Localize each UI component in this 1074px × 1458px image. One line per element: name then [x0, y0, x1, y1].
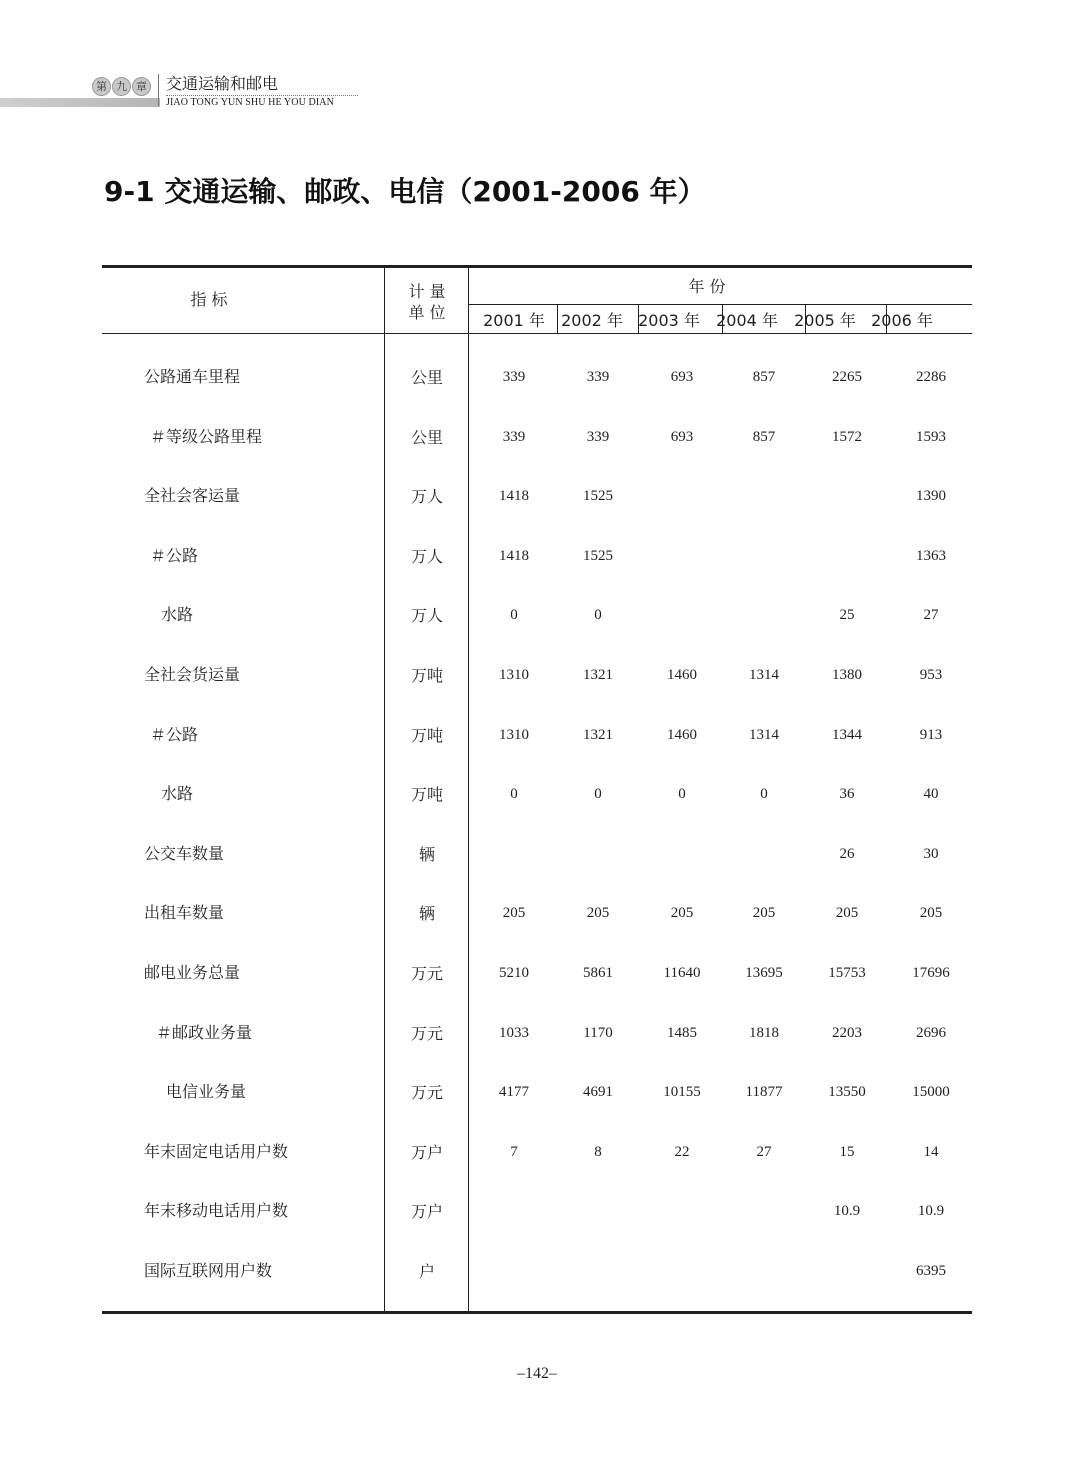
chapter-char: 章 — [132, 77, 151, 96]
row-unit: 万元 — [410, 964, 443, 983]
table-cell: 0 — [678, 786, 686, 802]
row-label: 电信业务量 — [166, 1082, 247, 1101]
table-cell: 30 — [923, 846, 939, 862]
table-cell: 1314 — [749, 667, 779, 683]
table-cell: 339 — [586, 429, 610, 445]
table-cell: 1418 — [499, 488, 529, 504]
row-unit: 万吨 — [410, 726, 443, 745]
table-cell: 205 — [752, 905, 776, 921]
row-unit: 万元 — [410, 1083, 443, 1102]
table-cell: 15753 — [828, 965, 866, 981]
header-unit-line2: 单 位 — [408, 303, 446, 322]
table-cell: 25 — [839, 607, 855, 623]
table-cell: 1460 — [667, 667, 697, 683]
row-label: 国际互联网用户数 — [144, 1261, 273, 1280]
table-bottom-rule — [102, 1311, 972, 1314]
row-label: ＃等级公路里程 — [150, 427, 263, 446]
table-cell: 10155 — [663, 1084, 701, 1100]
table-cell: 27 — [756, 1144, 772, 1160]
table-cell: 1363 — [916, 548, 946, 564]
table-cell: 6395 — [916, 1263, 946, 1279]
table-cell: 8 — [594, 1144, 602, 1160]
row-label: 水路 — [161, 784, 194, 803]
row-label: 出租车数量 — [144, 903, 225, 922]
row-label: 公路通车里程 — [144, 367, 241, 386]
row-label: 水路 — [161, 605, 194, 624]
table-cell: 1418 — [499, 548, 529, 564]
page-number: –142– — [517, 1365, 557, 1382]
table-cell: 22 — [674, 1144, 690, 1160]
row-unit: 万户 — [410, 1202, 443, 1221]
table-cell: 857 — [752, 369, 776, 385]
table-cell: 1390 — [916, 488, 946, 504]
row-unit: 户 — [418, 1262, 435, 1281]
table-cell: 857 — [752, 429, 776, 445]
header-year-group: 年 份 — [688, 277, 726, 296]
header-year: 2001 年 — [483, 311, 545, 330]
table-cell: 1321 — [583, 727, 613, 743]
table-cell: 1344 — [832, 727, 862, 743]
table-cell: 0 — [594, 786, 602, 802]
table-cell: 1033 — [499, 1025, 529, 1041]
table-cell: 1314 — [749, 727, 779, 743]
table-cell: 14 — [923, 1144, 939, 1160]
header-dotted-rule — [166, 95, 358, 96]
table-cell: 10.9 — [917, 1203, 945, 1219]
table-cell: 17696 — [912, 965, 950, 981]
table-cell: 205 — [502, 905, 526, 921]
table-cell: 40 — [923, 786, 939, 802]
row-label: 全社会货运量 — [144, 665, 241, 684]
table-cell: 13695 — [745, 965, 783, 981]
header-bottom-rule — [102, 333, 972, 334]
table-cell: 5861 — [583, 965, 613, 981]
table-cell: 0 — [510, 607, 518, 623]
table-cell: 2286 — [916, 369, 946, 385]
table-cell: 4177 — [499, 1084, 529, 1100]
row-label: 邮电业务总量 — [144, 963, 241, 982]
table-cell: 26 — [839, 846, 855, 862]
table-cell: 339 — [502, 369, 526, 385]
table-cell: 2696 — [916, 1025, 946, 1041]
table-cell: 1310 — [499, 727, 529, 743]
table-cell: 339 — [586, 369, 610, 385]
header-year: 2004 年 — [716, 311, 778, 330]
table-cell: 1460 — [667, 727, 697, 743]
table-cell: 913 — [919, 727, 943, 743]
row-label: 年末固定电话用户数 — [144, 1142, 289, 1161]
table-cell: 0 — [760, 786, 768, 802]
table-cell: 205 — [835, 905, 859, 921]
table-cell: 11640 — [663, 965, 701, 981]
table-cell: 1310 — [499, 667, 529, 683]
table-cell: 953 — [919, 667, 943, 683]
table-cell: 2265 — [832, 369, 862, 385]
table-cell: 205 — [586, 905, 610, 921]
row-unit: 公里 — [410, 428, 443, 447]
table-cell: 1525 — [583, 548, 613, 564]
table-cell: 1321 — [583, 667, 613, 683]
table-cell: 1170 — [583, 1025, 613, 1041]
row-label: 年末移动电话用户数 — [144, 1201, 289, 1220]
row-label: ＃公路 — [150, 546, 199, 565]
row-unit: 万人 — [410, 487, 443, 506]
table-cell: 4691 — [583, 1084, 613, 1100]
table-cell: 0 — [594, 607, 602, 623]
table-cell: 36 — [839, 786, 855, 802]
running-header-pinyin: JIAO TONG YUN SHU HE YOU DIAN — [166, 97, 334, 108]
table-cell: 13550 — [828, 1084, 866, 1100]
table-cell: 15000 — [912, 1084, 950, 1100]
row-unit: 公里 — [410, 368, 443, 387]
table-cell: 693 — [670, 429, 694, 445]
row-unit: 万人 — [410, 606, 443, 625]
page-title: 9-1 交通运输、邮政、电信（2001-2006 年） — [104, 175, 706, 208]
table-top-rule — [102, 265, 972, 268]
header-year: 2003 年 — [638, 311, 700, 330]
row-unit: 万人 — [410, 547, 443, 566]
table-cell: 1818 — [749, 1025, 779, 1041]
row-unit: 万元 — [410, 1024, 443, 1043]
table-cell: 1525 — [583, 488, 613, 504]
table-cell: 693 — [670, 369, 694, 385]
table-cell: 15 — [839, 1144, 855, 1160]
table-cell: 11877 — [745, 1084, 783, 1100]
table-cell: 0 — [510, 786, 518, 802]
header-unit-line1: 计 量 — [408, 282, 446, 301]
row-unit: 辆 — [418, 904, 435, 923]
table-cell: 1572 — [832, 429, 862, 445]
table-cell: 7 — [510, 1144, 518, 1160]
header-year: 2002 年 — [561, 311, 623, 330]
table-cell: 1593 — [916, 429, 946, 445]
running-header-title: 交通运输和邮电 — [166, 74, 279, 93]
row-unit: 万吨 — [410, 666, 443, 685]
header-year: 2006 年 — [871, 311, 933, 330]
header-divider — [158, 74, 159, 106]
chapter-char: 第 — [92, 77, 111, 96]
year-group-rule — [469, 304, 972, 305]
table-cell: 339 — [502, 429, 526, 445]
table-cell: 1380 — [832, 667, 862, 683]
row-label: ＃邮政业务量 — [156, 1023, 253, 1042]
row-label: ＃公路 — [150, 725, 199, 744]
header-indicator: 指 标 — [190, 290, 228, 309]
header-gray-bar — [0, 98, 160, 107]
table-cell: 27 — [923, 607, 939, 623]
chapter-badge — [92, 74, 151, 98]
table-cell: 205 — [670, 905, 694, 921]
row-unit: 万户 — [410, 1143, 443, 1162]
table-cell: 1485 — [667, 1025, 697, 1041]
table-cell: 5210 — [499, 965, 529, 981]
row-label: 公交车数量 — [144, 844, 225, 863]
table-cell: 2203 — [832, 1025, 862, 1041]
row-label: 全社会客运量 — [144, 486, 241, 505]
header-year: 2005 年 — [794, 311, 856, 330]
chapter-char: 九 — [112, 77, 131, 96]
table-cell: 205 — [919, 905, 943, 921]
row-unit: 辆 — [418, 845, 435, 864]
row-unit: 万吨 — [410, 785, 443, 804]
table-cell: 10.9 — [833, 1203, 861, 1219]
